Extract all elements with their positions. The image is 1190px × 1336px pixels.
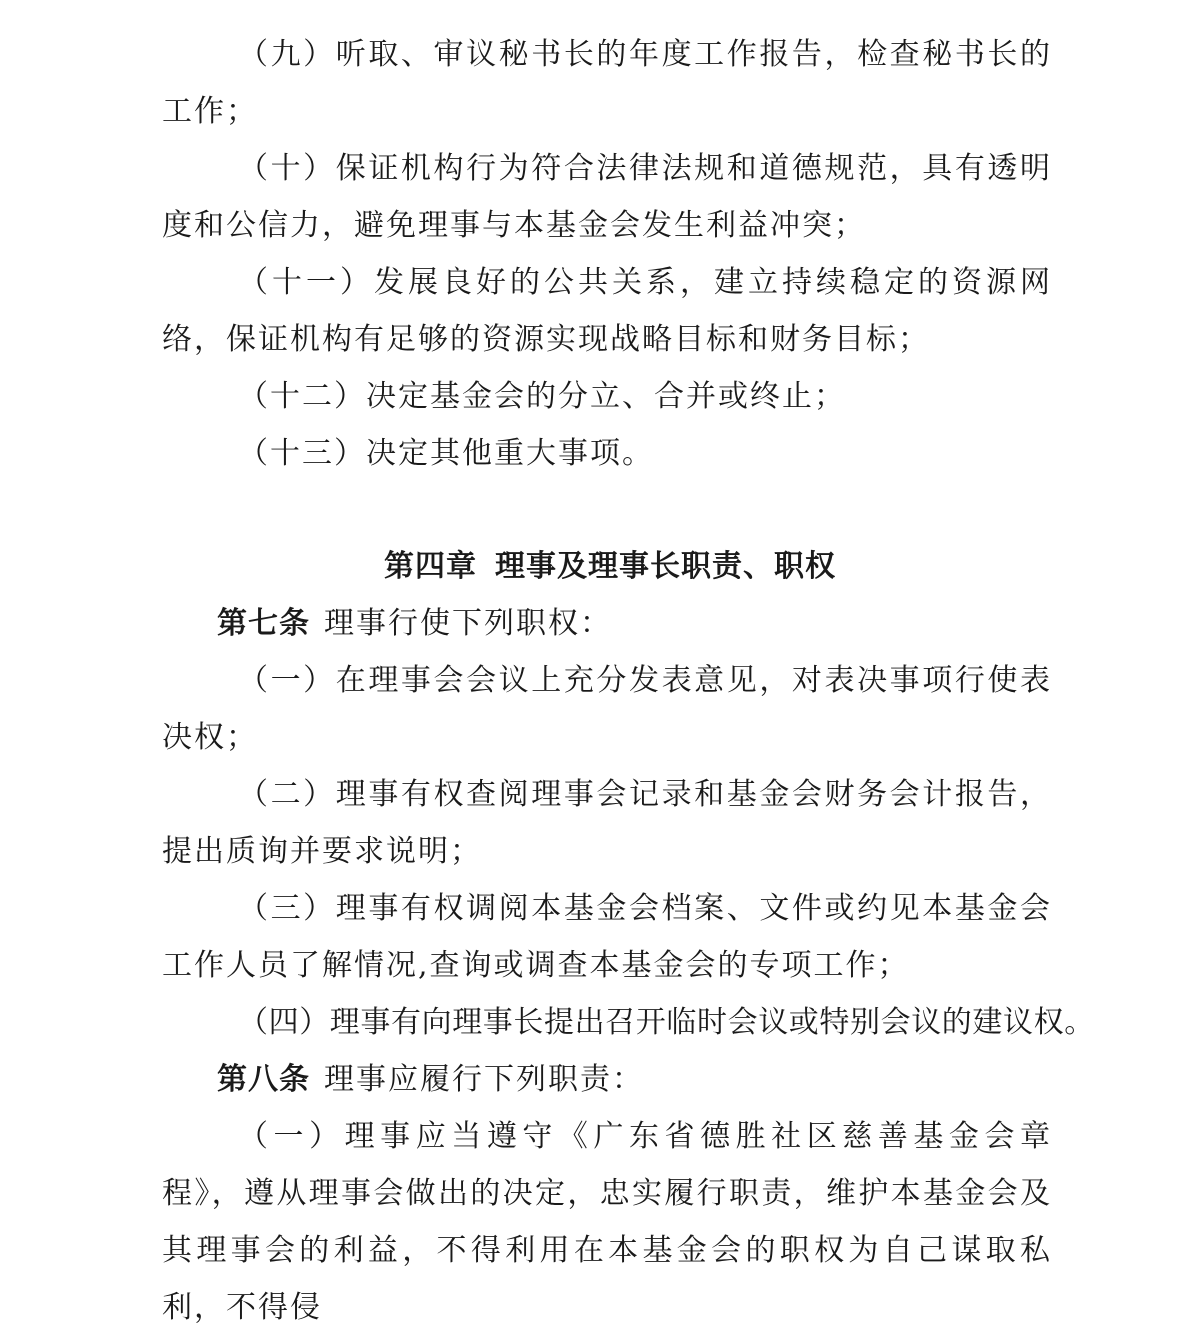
article-7-item-4: （四）理事有向理事长提出召开临时会议或特别会议的建议权。 xyxy=(238,1005,1095,1040)
article-8-heading xyxy=(162,1051,1052,1108)
article-8-item-1: （一）理事应当遵守《广东省德胜社区慈善基金会章程》，遵从理事会做出的决定，忠实履行职责，维护本基金会及其理事会的利益，不得利用在本基金会的职权为自己谋取私利，不得侵 xyxy=(162,1119,1052,1325)
article-7-text: 理事行使下列职权： xyxy=(324,606,612,641)
article-7-item-1: （一）在理事会会议上充分发表意见，对表决事项行使表决权； xyxy=(162,663,1052,755)
paragraph-item-12: （十二）决定基金会的分立、合并或终止； xyxy=(238,379,846,414)
document-page xyxy=(162,0,1095,1336)
paragraph-item-11: （十一）发展良好的公共关系，建立持续稳定的资源网络，保证机构有足够的资源实现战略目标和财务目标； xyxy=(162,265,1052,357)
paragraph-item-13: （十三）决定其他重大事项。 xyxy=(238,436,654,471)
article-8-text: 理事应履行下列职责： xyxy=(324,1062,644,1097)
article-8-label: 第八条 xyxy=(217,1062,310,1097)
article-7-item-2: （二）理事有权查阅理事会记录和基金会财务会计报告，提出质询并要求说明； xyxy=(162,777,1052,869)
article-7-label: 第七条 xyxy=(217,606,310,641)
chapter-heading xyxy=(162,538,1052,595)
chapter-number: 第四章 xyxy=(384,549,477,584)
article-7-heading xyxy=(162,595,1052,652)
article-7-item-3: （三）理事有权调阅本基金会档案、文件或约见本基金会工作人员了解情况,查询或调查本基金会的专项工作； xyxy=(162,891,1052,983)
paragraph-item-9: （九）听取、审议秘书长的年度工作报告，检查秘书长的工作； xyxy=(162,37,1052,129)
paragraph-item-10: （十）保证机构行为符合法律法规和道德规范，具有透明度和公信力，避免理事与本基金会发生利益冲突； xyxy=(162,151,1052,243)
chapter-title: 理事及理事长职责、职权 xyxy=(495,549,836,584)
section-gap xyxy=(162,482,1052,538)
